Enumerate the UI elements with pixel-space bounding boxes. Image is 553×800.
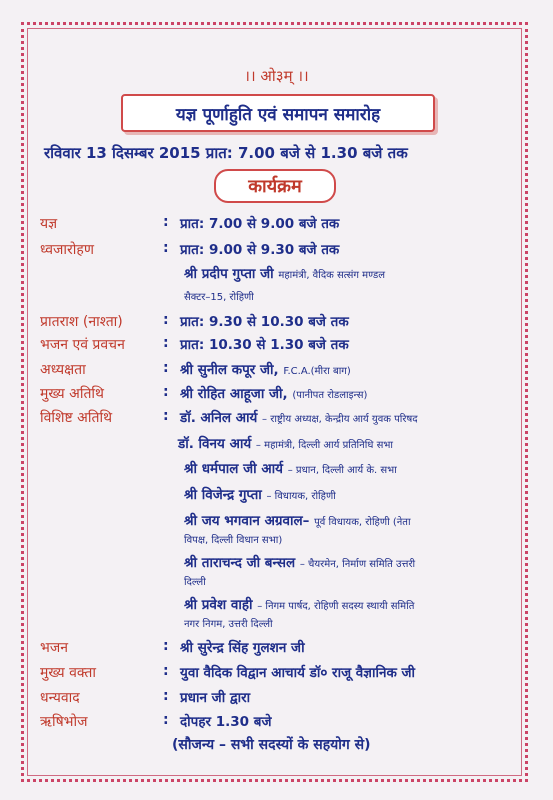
row-value: प्रधान जी द्वारा: [180, 690, 251, 706]
colon: :: [163, 240, 169, 256]
guest-2: [178, 434, 393, 452]
row-pratarash: [40, 312, 520, 332]
row-yagya: [40, 214, 520, 234]
guest-name: डॉ. अनिल आर्य: [180, 410, 258, 426]
row-value: प्रात: 9.00 से 9.30 बजे तक: [180, 242, 340, 258]
dhwaja-detail-2: सैक्टर–15, रोहिणी: [184, 292, 254, 303]
row-mukhya-vakta: [40, 663, 520, 683]
mukhya-atithi-detail: (पानीपत रोडलाइन्स): [292, 390, 368, 401]
guest-6: [184, 553, 415, 571]
row-label: प्रातराश (नाश्ता): [40, 314, 123, 330]
row-label: ऋषिभोज: [40, 714, 88, 730]
program-heading-box: [214, 169, 336, 203]
guest-name: श्री जय भगवान अग्रवाल–: [184, 513, 310, 529]
colon: :: [163, 712, 169, 728]
guest-name: श्री प्रवेश वाही: [184, 597, 253, 613]
row-label: धन्यवाद: [40, 690, 80, 706]
row-label: भजन: [40, 640, 68, 656]
row-bhajan: [40, 638, 520, 658]
row-mukhya-atithi: [40, 384, 520, 404]
row-rishibhoj: [40, 712, 520, 732]
guest-4: [184, 485, 336, 503]
program-heading: कार्यक्रम: [248, 176, 302, 197]
row-dhanyavad: [40, 688, 520, 708]
adhyakshata-name: श्री सुनील कपूर जी,: [180, 362, 279, 378]
row-value: युवा वैदिक विद्वान आचार्य डॉ० राजू वैज्ञानिक जी: [180, 665, 416, 681]
om-heading: ।। ओ३म् ।।: [244, 67, 309, 85]
colon: :: [163, 663, 169, 679]
dhwaja-person: श्री प्रदीप गुप्ता जी: [184, 266, 274, 282]
row-adhyakshata: [40, 360, 520, 380]
guest-name: श्री ताराचन्द जी बन्सल: [184, 555, 296, 571]
guest-name: श्री धर्मपाल जी आर्य: [184, 461, 283, 477]
row-bhajan-pravachan: [40, 335, 520, 355]
guest-detail: – प्रधान, दिल्ली आर्य के. सभा: [287, 465, 397, 476]
guest-detail: – राष्ट्रीय अध्यक्ष, केन्द्रीय आर्य युवक परिषद: [262, 414, 418, 425]
guest-1: [180, 408, 418, 426]
row-label: ध्वजारोहण: [40, 242, 94, 258]
guest-7-detail-2: नगर निगम, उत्तरी दिल्ली: [184, 619, 273, 630]
page-title: यज्ञ पूर्णाहुति एवं समापन समारोह: [175, 104, 381, 125]
row-value: प्रात: 10.30 से 1.30 बजे तक: [180, 337, 349, 353]
mukhya-atithi-name: श्री रोहित आहूजा जी,: [180, 386, 288, 402]
row-value: श्री सुरेन्द्र सिंह गुलशन जी: [180, 640, 305, 656]
colon: :: [163, 638, 169, 654]
colon: :: [163, 335, 169, 351]
row-label: यज्ञ: [40, 216, 58, 232]
colon: :: [163, 360, 169, 376]
colon: :: [163, 214, 169, 230]
row-label: मुख्य अतिथि: [40, 386, 105, 402]
guest-name: डॉ. विनय आर्य: [178, 436, 252, 452]
guest-7: [184, 595, 414, 613]
guest-6-detail-2: दिल्ली: [184, 577, 206, 588]
date-line: रविवार 13 दिसम्बर 2015 प्रात: 7.00 बजे से 1.30 बजे तक: [44, 144, 408, 162]
row-label: मुख्य वक्ता: [40, 665, 97, 681]
row-value: प्रात: 7.00 से 9.00 बजे तक: [180, 216, 340, 232]
colon: :: [163, 408, 169, 424]
guest-3: [184, 459, 397, 477]
guest-5: [184, 511, 411, 529]
guest-detail: पूर्व विधायक, रोहिणी (नेता: [314, 517, 411, 528]
row-label: विशिष्ट अतिथि: [40, 410, 113, 426]
colon: :: [163, 688, 169, 704]
row-value: प्रात: 9.30 से 10.30 बजे तक: [180, 314, 349, 330]
row-value: दोपहर 1.30 बजे: [180, 714, 272, 730]
guest-detail: – चैयरमेन, निर्माण समिति उत्तरी: [299, 559, 416, 570]
dhwaja-person-line: [184, 264, 385, 282]
row-value: [180, 360, 351, 378]
row-label: अध्यक्षता: [40, 362, 86, 378]
row-dhwajarohan: [40, 240, 520, 260]
courtesy-footer: (सौजन्य – सभी सदस्यों के सहयोग से): [172, 737, 371, 753]
adhyakshata-detail: F.C.A.(मीरा बाग): [283, 366, 351, 377]
row-vishisht-atithi: [40, 408, 520, 428]
guest-5-detail-2: विपक्ष, दिल्ली विधान सभा): [184, 535, 283, 546]
guest-name: श्री विजेन्द्र गुप्ता: [184, 487, 262, 503]
row-label: भजन एवं प्रवचन: [40, 337, 125, 353]
colon: :: [163, 384, 169, 400]
title-box: [121, 94, 435, 132]
guest-detail: – महामंत्री, दिल्ली आर्य प्रतिनिधि सभा: [255, 440, 393, 451]
colon: :: [163, 312, 169, 328]
guest-detail: – निगम पार्षद, रोहिणी सदस्य स्थायी समिति: [257, 601, 415, 612]
guest-detail: – विधायक, रोहिणी: [266, 491, 336, 502]
dhwaja-detail: महामंत्री, वैदिक सत्संग मण्डल: [278, 270, 386, 281]
row-value: [180, 384, 367, 402]
